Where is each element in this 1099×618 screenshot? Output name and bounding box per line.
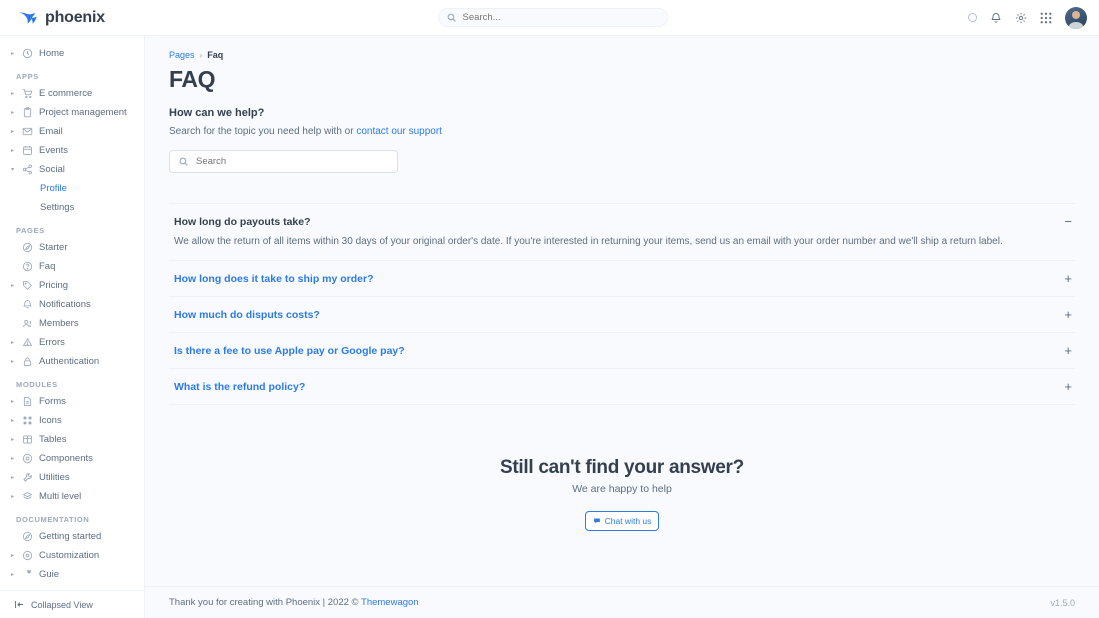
sidebar-item-e-commerce[interactable]	[0, 84, 144, 103]
breadcrumb-separator: ›	[199, 50, 203, 60]
sidebar-section-pages: PAGES	[16, 226, 45, 235]
chat-with-us-button[interactable]	[585, 511, 659, 531]
breadcrumb-current: Faq	[207, 50, 224, 60]
sidebar-item-label: E commerce	[39, 88, 93, 99]
sidebar-item-label: Starter	[39, 242, 68, 253]
chevron-down-icon: ▾	[10, 167, 14, 173]
top-navbar	[0, 0, 1099, 36]
clock-dashboard-icon	[22, 48, 33, 59]
brand-name: phoenix	[45, 8, 105, 26]
faq-toggle-minus-icon[interactable]: −	[1064, 214, 1072, 229]
search-icon	[447, 13, 456, 22]
navbar-actions	[887, 7, 1087, 29]
chevron-right-icon: ▸	[10, 51, 14, 57]
sidebar-item-utilities[interactable]	[0, 468, 144, 487]
chevron-right-icon: ▸	[10, 340, 14, 346]
chevron-right-icon: ▸	[10, 456, 14, 462]
faq-question[interactable]: What is the refund policy?	[174, 381, 306, 393]
sidebar-item-label: Customization	[39, 550, 100, 561]
sidebar-item-label: Getting started	[39, 531, 102, 542]
sidebar-item-starter[interactable]	[0, 238, 144, 257]
sidebar-item-label: Tables	[39, 434, 67, 445]
clipboard-icon	[22, 107, 33, 118]
faq-item	[169, 333, 1075, 369]
sidebar-item-label: Multi level	[39, 491, 82, 502]
sidebar-item-label: Guie	[39, 569, 60, 580]
theme-toggle-icon[interactable]	[968, 13, 977, 22]
chevron-right-icon: ▸	[10, 283, 14, 289]
sidebar-item-label: Email	[39, 126, 63, 137]
faq-search-input[interactable]	[194, 155, 388, 168]
sidebar-subitem-settings[interactable]: Settings	[40, 202, 75, 213]
chat-with-us-label: Chat with us	[604, 516, 652, 526]
envelope-icon	[22, 126, 33, 137]
sidebar-section-modules: MODULES	[16, 380, 58, 389]
chevron-right-icon: ▸	[10, 110, 14, 116]
contact-support-link[interactable]: contact our support	[356, 126, 442, 137]
chevron-right-icon: ▸	[10, 572, 14, 578]
navbar-search-input[interactable]	[461, 11, 659, 24]
faq-question[interactable]: Is there a fee to use Apple pay or Google pay?	[174, 345, 405, 357]
bell-icon	[22, 299, 33, 310]
sidebar-item-label: Components	[39, 453, 93, 464]
page-title: FAQ	[169, 66, 216, 92]
layers-icon	[22, 491, 33, 502]
collapse-icon	[14, 599, 25, 610]
help-heading: How can we help?	[169, 107, 265, 119]
chevron-right-icon: ▸	[10, 475, 14, 481]
sidebar	[0, 36, 145, 618]
chat-bubble-icon	[593, 517, 601, 525]
share-nodes-icon	[22, 164, 33, 175]
sidebar-item-label: Errors	[39, 337, 65, 348]
sidebar-item-members[interactable]	[0, 314, 144, 333]
help-subtext-prefix: Search for the topic you need help with or	[169, 126, 357, 137]
chevron-right-icon: ▸	[10, 553, 14, 559]
cta-subtitle: We are happy to help	[572, 483, 672, 495]
content-inner	[145, 36, 1099, 586]
sidebar-item-label: Icons	[39, 415, 62, 426]
tag-icon	[22, 280, 33, 291]
sidebar-item-faq[interactable]	[0, 257, 144, 276]
sidebar-item-events[interactable]	[0, 141, 144, 160]
sidebar-item-label: Home	[39, 48, 65, 59]
sidebar-item-home[interactable]	[0, 44, 144, 63]
notifications-bell-icon[interactable]	[990, 12, 1002, 24]
sidebar-item-components[interactable]	[0, 449, 144, 468]
brand[interactable]	[18, 9, 218, 27]
chevron-right-icon: ▸	[10, 148, 14, 154]
sidebar-item-tables[interactable]	[0, 430, 144, 449]
faq-item	[169, 369, 1075, 405]
user-avatar[interactable]	[1065, 7, 1087, 29]
navbar-search[interactable]	[438, 8, 668, 27]
breadcrumb-pages-link[interactable]: Pages	[169, 50, 195, 60]
sidebar-item-forms[interactable]	[0, 392, 144, 411]
cart-icon	[22, 88, 33, 99]
chevron-right-icon: ▸	[10, 359, 14, 365]
sidebar-item-label: Faq	[39, 261, 56, 272]
sidebar-item-project-management[interactable]	[0, 103, 144, 122]
grid-icon	[22, 415, 33, 426]
sidebar-item-label: Social	[39, 164, 65, 175]
main-content	[145, 36, 1099, 618]
sidebar-collapse-toggle[interactable]	[0, 590, 144, 618]
rocket-icon	[22, 531, 33, 542]
settings-gear-icon[interactable]	[1015, 12, 1027, 24]
faq-item	[169, 297, 1075, 333]
sidebar-item-label: Pricing	[39, 280, 69, 291]
chevron-right-icon: ▸	[10, 418, 14, 424]
sidebar-item-label: Authentication	[39, 356, 100, 367]
chevron-right-icon: ▸	[10, 399, 14, 405]
sidebar-item-email[interactable]	[0, 122, 144, 141]
sidebar-item-label: Project management	[39, 107, 127, 118]
sidebar-item-label: Utilities	[39, 472, 70, 483]
faq-item	[169, 204, 1075, 261]
faq-question[interactable]: How long do payouts take?	[174, 216, 311, 228]
footer-version: v1.5.0	[1050, 597, 1075, 608]
table-icon	[22, 434, 33, 445]
footer-credit	[169, 597, 419, 608]
sidebar-collapse-label: Collapsed View	[31, 599, 93, 610]
puzzle-icon	[22, 453, 33, 464]
sidebar-item-customization[interactable]	[0, 546, 144, 565]
apps-nine-dots-icon[interactable]	[1040, 12, 1052, 24]
sidebar-item-multi-level[interactable]	[0, 487, 144, 506]
sidebar-item-social[interactable]	[0, 160, 144, 179]
chevron-right-icon: ▸	[10, 437, 14, 443]
chevron-right-icon: ▸	[10, 129, 14, 135]
navbar-search-container	[218, 8, 887, 27]
faq-question[interactable]: How much do disputs costs?	[174, 309, 320, 321]
sidebar-section-documentation: DOCUMENTATION	[16, 515, 90, 524]
chevron-right-icon: ▸	[10, 91, 14, 97]
calendar-icon	[22, 145, 33, 156]
chevron-right-icon: ▸	[10, 494, 14, 500]
sidebar-item-icons[interactable]	[0, 411, 144, 430]
cta-title: Still can't find your answer?	[500, 457, 744, 478]
wrench-icon	[22, 472, 33, 483]
rocket-icon	[22, 242, 33, 253]
question-circle-icon	[22, 261, 33, 272]
faq-search[interactable]	[169, 150, 398, 173]
faq-item	[169, 261, 1075, 297]
phoenix-bird-icon	[18, 9, 38, 27]
faq-toggle-plus-icon[interactable]: +	[1064, 307, 1072, 322]
themewagon-link[interactable]: Themewagon	[361, 597, 419, 608]
faq-answer: We allow the return of all items within 30 days of your original order's date. If you're interested in returning your items, send us an email with your order number and we'll ship a return label.	[174, 236, 1003, 247]
file-lines-icon	[22, 396, 33, 407]
cta-section	[169, 457, 1075, 531]
faq-toggle-plus-icon[interactable]: +	[1064, 271, 1072, 286]
sidebar-scroll	[0, 36, 144, 590]
sidebar-item-notifications[interactable]	[0, 295, 144, 314]
footer-text: Thank you for creating with Phoenix | 2022 ©	[169, 597, 362, 608]
sidebar-item-label: Forms	[39, 396, 66, 407]
sidebar-section-apps: APPS	[16, 72, 39, 81]
search-icon	[179, 157, 188, 166]
book-icon	[22, 569, 33, 580]
faq-toggle-plus-icon[interactable]: +	[1064, 343, 1072, 358]
sidebar-subitem-profile[interactable]: Profile	[40, 183, 67, 194]
sidebar-item-pricing[interactable]	[0, 276, 144, 295]
sidebar-item-label: Events	[39, 145, 69, 156]
breadcrumb	[169, 50, 1075, 60]
sidebar-item-guie[interactable]	[0, 565, 144, 584]
lock-icon	[22, 356, 33, 367]
gear-icon	[22, 550, 33, 561]
help-subtext	[169, 126, 1075, 137]
faq-question[interactable]: How long does it take to ship my order?	[174, 273, 374, 285]
sidebar-item-label: Members	[39, 318, 79, 329]
warning-triangle-icon	[22, 337, 33, 348]
users-icon	[22, 318, 33, 329]
sidebar-item-label: Notifications	[39, 299, 91, 310]
sidebar-item-authentication[interactable]	[0, 352, 144, 371]
page-footer	[145, 586, 1099, 618]
sidebar-item-errors[interactable]	[0, 333, 144, 352]
faq-toggle-plus-icon[interactable]: +	[1064, 379, 1072, 394]
page-body	[0, 36, 1099, 618]
sidebar-item-getting-started[interactable]	[0, 527, 144, 546]
